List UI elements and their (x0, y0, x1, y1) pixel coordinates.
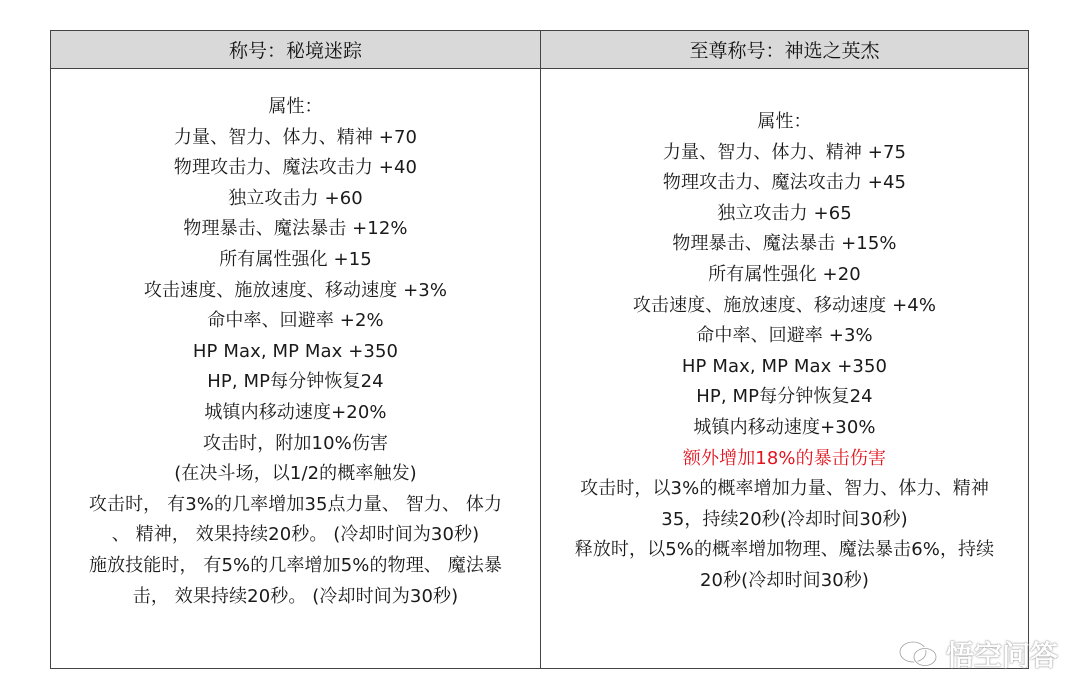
left-attribute-line: 力量、智力、体力、精神 +70 (173, 126, 418, 148)
right-attribute-line: 属性： (757, 111, 812, 132)
right-attribute-line: 额外增加18%的暴击伤害 (682, 447, 887, 469)
right-attribute-line: HP Max, MP Max +350 (681, 355, 888, 377)
right-header (541, 31, 1028, 69)
left-attribute-line: 命中率、回避率 +2% (207, 310, 384, 332)
right-attribute-line: 物理攻击力、魔法攻击力 +45 (662, 172, 907, 194)
right-attribute-line: HP, MP每分钟恢复24 (696, 386, 873, 408)
right-column (541, 31, 1028, 668)
right-attribute-line: 命中率、回避率 +3% (696, 325, 873, 347)
watermark-text: 悟空问答 (945, 639, 1058, 672)
right-header-text: 至尊称号：神选之英杰 (689, 40, 880, 62)
left-attribute-line: 属性： (268, 96, 323, 117)
left-column (51, 31, 541, 668)
right-attribute-line: 攻击速度、施放速度、移动速度 +4% (632, 294, 937, 316)
right-attribute-line: 城镇内移动速度+30% (693, 416, 876, 438)
left-attribute-list (51, 92, 540, 612)
left-attribute-line: 攻击时， 有3%的几率增加35点力量、 智力、 体力 (88, 493, 503, 515)
left-attribute-line: 物理攻击力、魔法攻击力 +40 (173, 157, 418, 179)
right-attribute-line: 35，持续20秒(冷却时间30秒) (661, 508, 908, 530)
right-attribute-line: 攻击时，以3%的概率增加力量、智力、体力、精神 (580, 478, 989, 500)
left-attribute-line: 城镇内移动速度+20% (204, 401, 387, 423)
left-attribute-line: 、 精神， 效果持续20秒。 (冷却时间为30秒) (111, 524, 480, 546)
left-attribute-line: 独立攻击力 +60 (228, 187, 363, 209)
left-attribute-line: HP, MP每分钟恢复24 (207, 371, 384, 393)
right-attribute-list (541, 107, 1028, 597)
right-attribute-line: 物理暴击、魔法暴击 +15% (672, 233, 897, 255)
left-attribute-line: (在决斗场，以1/2的概率触发) (174, 463, 417, 485)
right-attribute-line: 力量、智力、体力、精神 +75 (662, 141, 907, 163)
left-attribute-line: 所有属性强化 +15 (219, 248, 372, 270)
right-attribute-line: 释放时，以5%的概率增加物理、魔法暴击6%，持续 (574, 539, 995, 561)
left-attribute-line: 施放技能时， 有5%的几率增加5%的物理、 魔法暴 (88, 554, 503, 576)
right-body (541, 69, 1028, 668)
left-body (51, 69, 540, 668)
comparison-table (50, 30, 1029, 669)
left-header (51, 31, 540, 69)
left-header-text: 称号：秘境迷踪 (228, 40, 362, 62)
left-attribute-line: 击， 效果持续20秒。 (冷却时间为30秒) (132, 585, 459, 607)
right-attribute-line: 独立攻击力 +65 (717, 202, 852, 224)
chat-bubbles-logo-icon (898, 638, 938, 670)
left-attribute-line: HP Max, MP Max +350 (192, 340, 399, 362)
left-attribute-line: 物理暴击、魔法暴击 +12% (183, 218, 408, 240)
left-attribute-line: 攻击速度、施放速度、移动速度 +3% (143, 279, 448, 301)
right-attribute-line: 20秒(冷却时间30秒) (699, 569, 870, 591)
right-attribute-line: 所有属性强化 +20 (708, 263, 861, 285)
left-attribute-line: 攻击时，附加10%伤害 (202, 432, 389, 454)
wukong-watermark (898, 634, 1058, 674)
